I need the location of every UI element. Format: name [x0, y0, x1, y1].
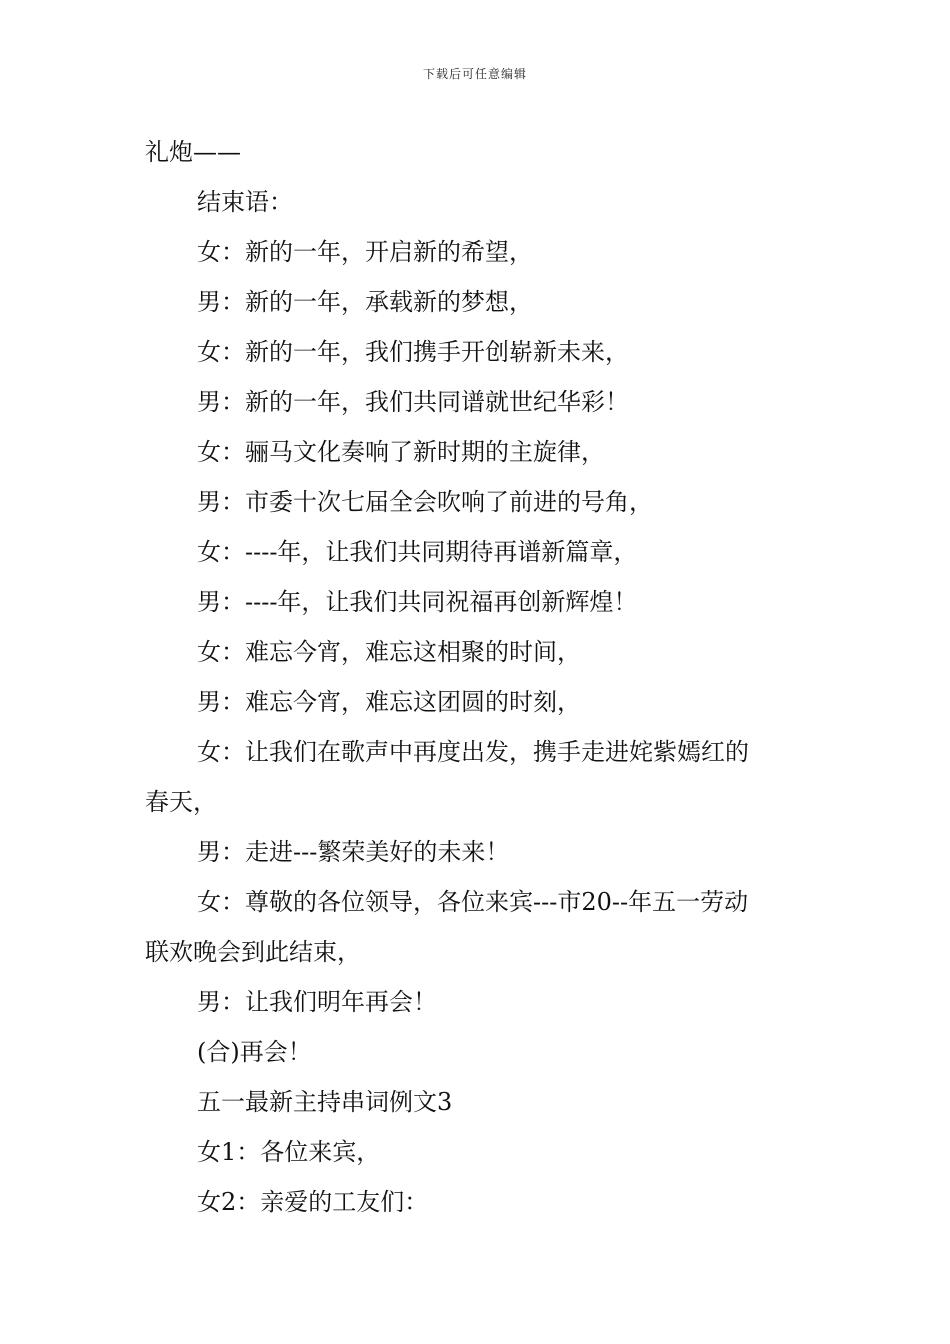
- paragraph-salute: 礼炮——: [145, 138, 241, 166]
- paragraph-line: (合)再会！: [197, 1038, 312, 1066]
- paragraph-line: 女：尊敬的各位领导，各位来宾---市20--年五一劳动: [197, 888, 749, 916]
- paragraph-line: 女1：各位来宾，: [197, 1138, 381, 1166]
- section-title: 五一最新主持串词例文3: [197, 1088, 453, 1116]
- paragraph-line: 女：新的一年，我们携手开创崭新未来，: [197, 338, 629, 366]
- paragraph-closing-heading: 结束语：: [197, 188, 293, 216]
- paragraph-line: 男：市委十次七届全会吹响了前进的号角，: [197, 488, 653, 516]
- paragraph-line: 男：让我们明年再会！: [197, 988, 437, 1016]
- paragraph-continuation: 联欢晚会到此结束，: [145, 938, 361, 966]
- paragraph-line: 男：----年，让我们共同祝福再创新辉煌！: [197, 588, 638, 616]
- page-header-note: 下载后可任意编辑: [422, 67, 527, 81]
- paragraph-line: 女：让我们在歌声中再度出发，携手走进姹紫嫣红的: [197, 738, 749, 766]
- paragraph-line: 男：新的一年，承载新的梦想，: [197, 288, 533, 316]
- paragraph-line: 女2：亲爱的工友们：: [197, 1188, 429, 1216]
- paragraph-continuation: 春天，: [145, 788, 217, 816]
- paragraph-line: 男：走进---繁荣美好的未来！: [197, 838, 510, 866]
- paragraph-line: 男：难忘今宵，难忘这团圆的时刻，: [197, 688, 581, 716]
- document-body: [145, 127, 810, 1227]
- paragraph-line: 女：新的一年，开启新的希望，: [197, 238, 533, 266]
- paragraph-line: 女：难忘今宵，难忘这相聚的时间，: [197, 638, 581, 666]
- paragraph-line: 女：骊马文化奏响了新时期的主旋律，: [197, 438, 605, 466]
- paragraph-line: 女：----年，让我们共同期待再谱新篇章，: [197, 538, 638, 566]
- paragraph-line: 男：新的一年，我们共同谱就世纪华彩！: [197, 388, 629, 416]
